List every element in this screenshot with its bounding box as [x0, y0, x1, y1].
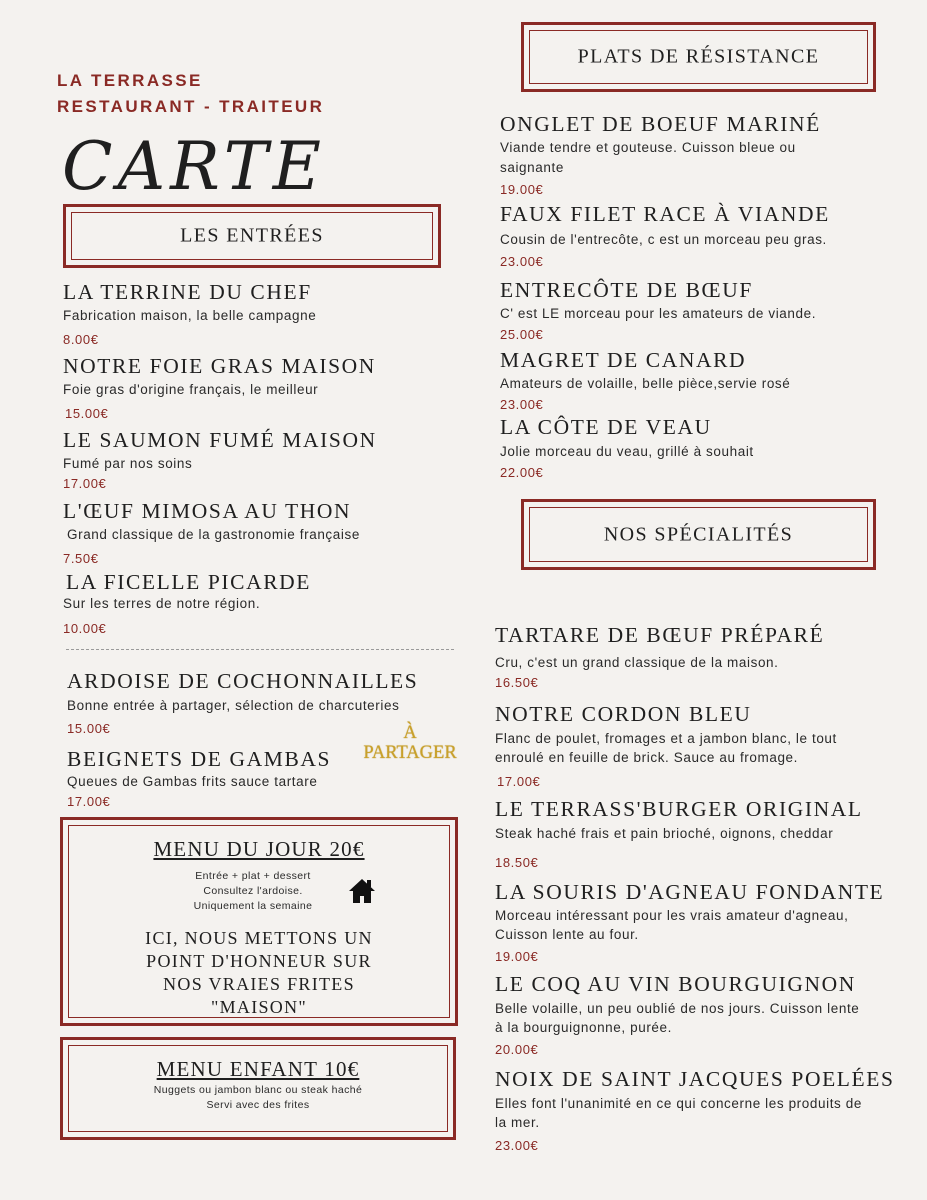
dish-description: à la bourguignonne, purée.	[495, 1020, 672, 1035]
menu-enfant-line: Nuggets ou jambon blanc ou steak haché	[153, 1084, 363, 1096]
divider	[66, 649, 454, 650]
dish-price: 15.00€	[67, 721, 111, 736]
dish-price: 25.00€	[500, 327, 544, 342]
dish-name: NOTRE FOIE GRAS MAISON	[63, 354, 376, 378]
dish-name: L'ŒUF MIMOSA AU THON	[63, 499, 352, 523]
dish-description: Viande tendre et gouteuse. Cuisson bleue ou	[500, 140, 796, 155]
dish-name: LA FICELLE PICARDE	[66, 570, 311, 594]
dish-price: 18.50€	[495, 855, 539, 870]
dish-description: C' est LE morceau pour les amateurs de viande.	[500, 306, 817, 321]
menu-enfant-title: MENU ENFANT 10€	[156, 1057, 360, 1081]
dish-description: Belle volaille, un peu oublié de nos jours. Cuisson lente	[495, 1001, 860, 1016]
dish-description: Cuisson lente au four.	[495, 927, 639, 942]
dish-price: 15.00€	[65, 406, 109, 421]
dish-price: 22.00€	[500, 465, 544, 480]
entrees-section-header	[63, 204, 441, 268]
dish-name: ENTRECÔTE DE BŒUF	[500, 278, 753, 302]
dish-name: ONGLET DE BOEUF MARINÉ	[500, 112, 821, 136]
menu-du-jour-line: Consultez l'ardoise.	[203, 885, 303, 897]
dish-description: Grand classique de la gastronomie française	[67, 527, 360, 542]
specialites-title: NOS SPÉCIALITÉS	[603, 523, 794, 545]
dish-price: 20.00€	[495, 1042, 539, 1057]
plats-section-header	[521, 22, 876, 92]
dish-description: saignante	[500, 160, 564, 175]
menu-du-jour-box	[60, 817, 458, 1026]
dish-name: LE TERRASS'BURGER ORIGINAL	[495, 797, 863, 821]
dish-price: 7.50€	[63, 551, 99, 566]
partager-label	[354, 723, 466, 763]
dish-name: TARTARE DE BŒUF PRÉPARÉ	[495, 623, 825, 647]
plats-title: PLATS DE RÉSISTANCE	[577, 45, 820, 68]
dish-price: 17.00€	[67, 794, 111, 809]
dish-name: ARDOISE DE COCHONNAILLES	[67, 669, 419, 693]
dish-description: Steak haché frais et pain brioché, oignons, cheddar	[495, 826, 834, 841]
dish-name: MAGRET DE CANARD	[500, 348, 747, 372]
dish-description: Elles font l'unanimité en ce qui concerne les produits de	[495, 1096, 862, 1111]
menu-du-jour-title: MENU DU JOUR 20€	[153, 837, 365, 861]
dish-price: 8.00€	[63, 332, 99, 347]
dish-price: 16.50€	[495, 675, 539, 690]
dish-description: Foie gras d'origine français, le meilleur	[63, 382, 319, 397]
dish-description: Amateurs de volaille, belle pièce,servie rosé	[500, 376, 791, 391]
dish-name: BEIGNETS DE GAMBAS	[67, 747, 332, 771]
dish-description: Bonne entrée à partager, sélection de charcuteries	[67, 698, 400, 713]
house-icon	[347, 876, 377, 906]
dish-name: LA CÔTE DE VEAU	[500, 415, 712, 439]
dish-description: Sur les terres de notre région.	[63, 596, 261, 611]
dish-price: 23.00€	[495, 1138, 539, 1153]
dish-description: Queues de Gambas frits sauce tartare	[67, 774, 318, 789]
dish-name: LA TERRINE DU CHEF	[63, 280, 312, 304]
menu-note-line: NOS VRAIES FRITES	[163, 974, 355, 994]
brand-name: LA TERRASSE	[57, 71, 203, 90]
dish-name: FAUX FILET RACE À VIANDE	[500, 202, 830, 226]
dish-description: enroulé en feuille de brick. Sauce au fromage.	[495, 750, 799, 765]
partager-label-line2: PARTAGER	[363, 743, 457, 763]
dish-name: NOTRE CORDON BLEU	[495, 702, 752, 726]
dish-description: Flanc de poulet, fromages et a jambon blanc, le tout	[495, 731, 837, 746]
dish-price: 17.00€	[63, 476, 107, 491]
menu-note-line: POINT D'HONNEUR SUR	[146, 951, 372, 971]
dish-price: 23.00€	[500, 254, 544, 269]
specialites-section-header	[521, 499, 876, 570]
dish-name: LE SAUMON FUMÉ MAISON	[63, 428, 377, 452]
partager-label-line1: À	[403, 723, 417, 743]
menu-note-line: ICI, NOUS METTONS UN	[145, 928, 373, 948]
menu-du-jour-line: Uniquement la semaine	[193, 900, 313, 912]
dish-name: LA SOURIS D'AGNEAU FONDANTE	[495, 880, 885, 904]
brand-tagline: RESTAURANT - TRAITEUR	[57, 97, 325, 116]
dish-description: Morceau intéressant pour les vrais amateur d'agneau,	[495, 908, 849, 923]
dish-description: la mer.	[495, 1115, 540, 1130]
dish-description: Fabrication maison, la belle campagne	[63, 308, 317, 323]
dish-name: NOIX DE SAINT JACQUES POELÉES	[495, 1067, 895, 1091]
dish-price: 19.00€	[500, 182, 544, 197]
menu-enfant-line: Servi avec des frites	[206, 1099, 310, 1111]
dish-name: LE COQ AU VIN BOURGUIGNON	[495, 972, 856, 996]
dish-price: 23.00€	[500, 397, 544, 412]
dish-description: Cru, c'est un grand classique de la maison.	[495, 655, 779, 670]
dish-description: Jolie morceau du veau, grillé à souhait	[500, 444, 754, 459]
page-title: CARTE	[62, 128, 326, 205]
entrees-title: LES ENTRÉES	[180, 224, 324, 247]
dish-description: Cousin de l'entrecôte, c est un morceau peu gras.	[500, 232, 827, 247]
menu-note-line: "MAISON"	[210, 997, 308, 1017]
menu-du-jour-line: Entrée + plat + dessert	[195, 870, 311, 882]
menu-enfant-box	[60, 1037, 456, 1140]
dish-description: Fumé par nos soins	[63, 456, 193, 471]
dish-price: 19.00€	[495, 949, 539, 964]
dish-price: 10.00€	[63, 621, 107, 636]
dish-price: 17.00€	[497, 774, 541, 789]
